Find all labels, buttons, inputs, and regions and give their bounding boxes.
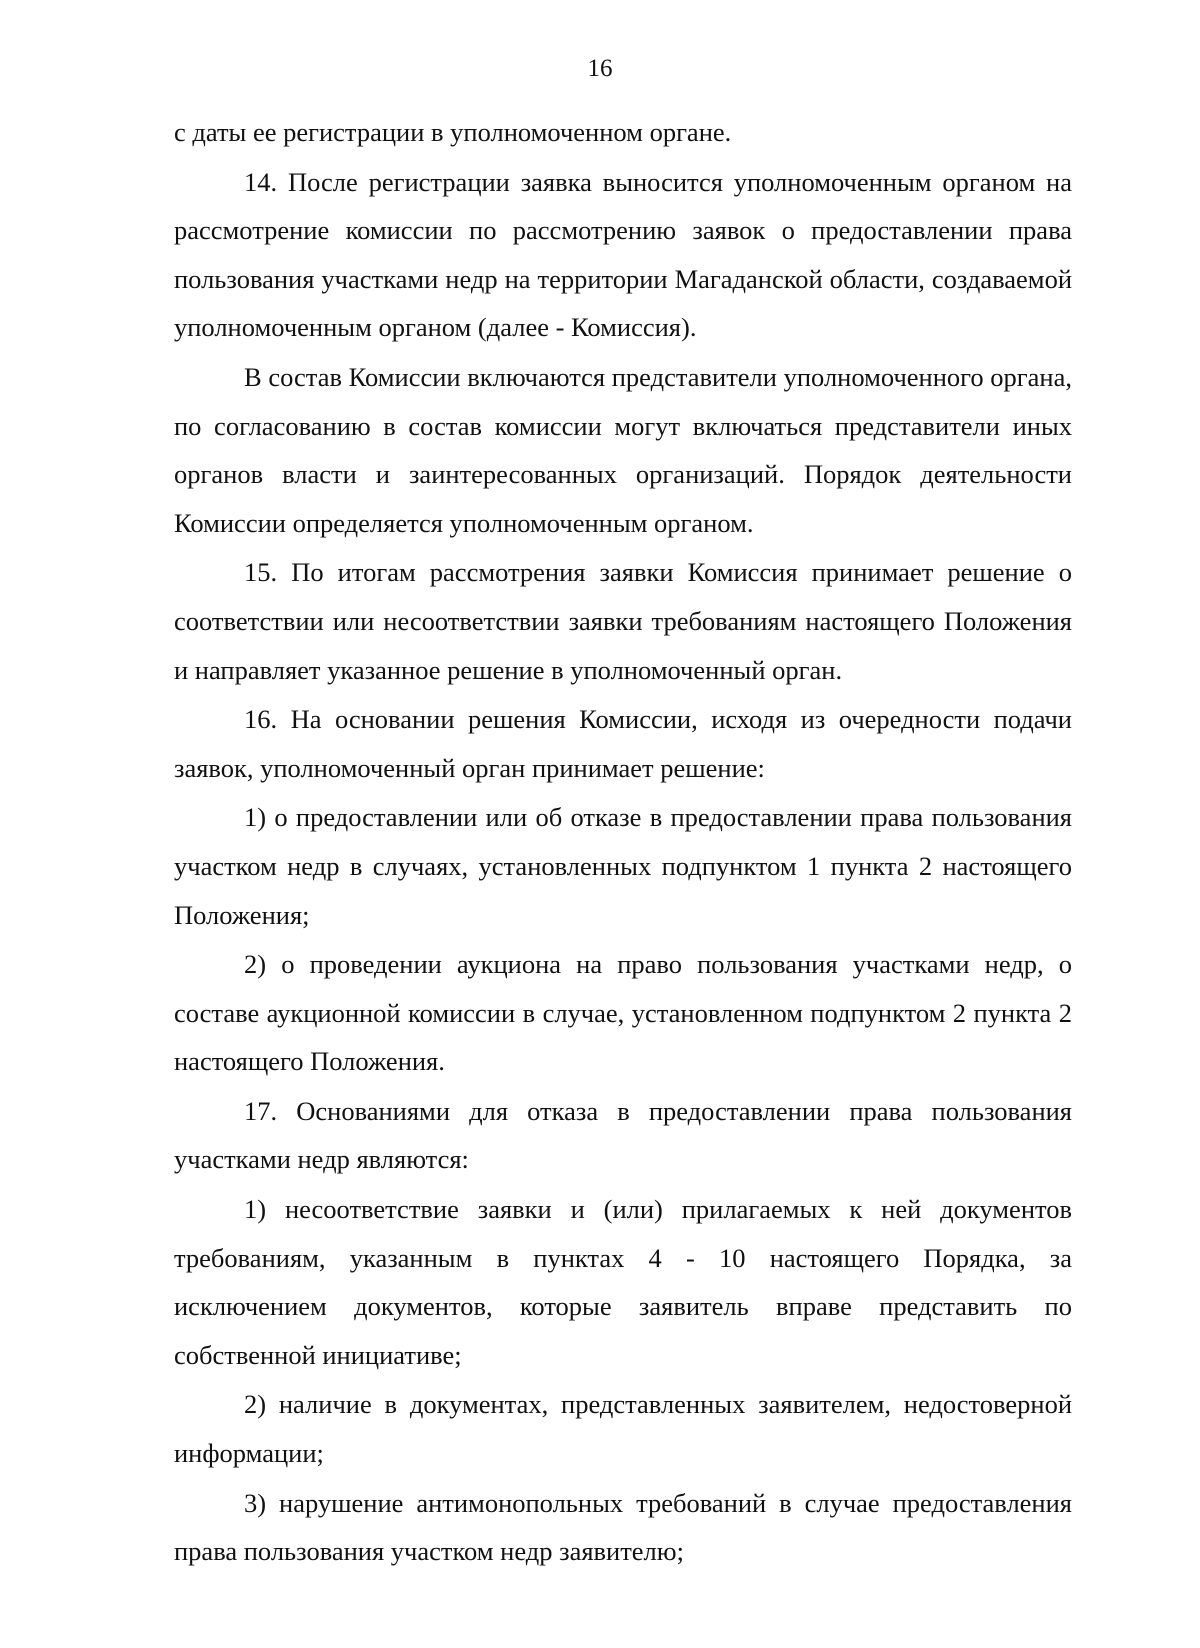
paragraph-item-16: 16. На основании решения Комиссии, исходя из очередности подачи заявок, уполномоченный орган принимает решение: — [174, 704, 1072, 783]
paragraph-item-16-sub-1: 1) о предоставлении или об отказе в предоставлении права пользования участком недр в случаях, установленных подпунктом 1 пункта 2 настоящего Положения; — [174, 802, 1072, 930]
paragraph-item-15: 15. По итогам рассмотрения заявки Комиссия принимает решение о соответствии или несоответствии заявки требованиям настоящего Положения и направляет указанное решение в уполномоченный орган. — [174, 557, 1072, 685]
paragraph-item-17: 17. Основаниями для отказа в предоставлении права пользования участками недр являются: — [174, 1095, 1072, 1175]
page-number: 16 — [587, 55, 613, 82]
paragraph-item-17-sub-2: 2) наличие в документах, представленных заявителем, недостоверной информации; — [174, 1389, 1072, 1469]
paragraph-item-16-sub-2: 2) о проведении аукциона на право пользования участками недр, о составе аукционной комиссии в случае, установленном подпунктом 2 пункта 2 настоящего Положения. — [174, 949, 1072, 1077]
paragraph-commission-composition: В состав Комиссии включаются представители уполномоченного органа, по согласованию в состав комиссии могут включаться представители иных органов власти и заинтересованных организаций. Порядок деятельности Комиссии определяется уполномоченным органом. — [174, 361, 1072, 538]
document-body — [174, 108, 1072, 1576]
paragraph-item-17-sub-3: 3) нарушение антимонопольных требований в случае предоставления права пользования участком недр заявителю; — [174, 1487, 1072, 1567]
paragraph-item-14: 14. После регистрации заявка выносится уполномоченным органом на рассмотрение комиссии по рассмотрению заявок о предоставлении права пользования участками недр на территории Магаданской области, создаваемой уполномоченным органом (далее - Комиссия). — [174, 166, 1072, 343]
paragraph-continuation: с даты ее регистрации в уполномоченном органе. — [174, 117, 732, 147]
paragraph-item-17-sub-1: 1) несоответствие заявки и (или) прилагаемых к ней документов требованиям, указанным в пунктах 4 - 10 настоящего Порядка, за исключением документов, которые заявитель вправе представить по собственной инициативе; — [174, 1194, 1072, 1370]
